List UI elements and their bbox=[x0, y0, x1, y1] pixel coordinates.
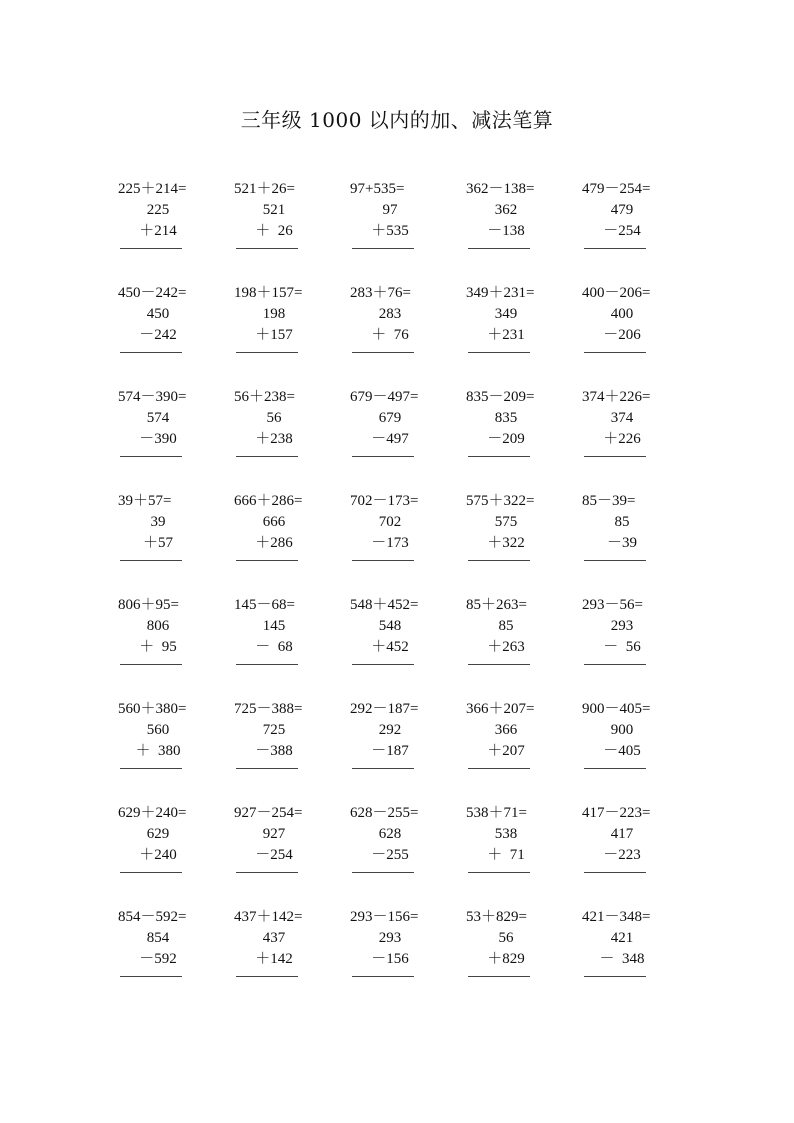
problem bbox=[110, 696, 226, 800]
vertical-operand: ＋ 380 bbox=[135, 743, 181, 759]
vertical-top-number: 417 bbox=[610, 826, 634, 842]
vertical-top-number: 56 bbox=[498, 930, 514, 946]
problem bbox=[342, 904, 458, 1008]
answer-line bbox=[352, 872, 414, 873]
problem-equation: 900－405= bbox=[582, 701, 651, 717]
problem-equation: 53＋829= bbox=[466, 909, 527, 925]
answer-line bbox=[352, 560, 414, 561]
vertical-top-number: 97 bbox=[382, 202, 398, 218]
vertical-top-number: 548 bbox=[378, 618, 402, 634]
answer-line bbox=[120, 248, 182, 249]
problem bbox=[226, 696, 342, 800]
problem-equation: 56＋238= bbox=[234, 389, 295, 405]
problem bbox=[110, 592, 226, 696]
problem bbox=[110, 488, 226, 592]
vertical-operand: ＋238 bbox=[255, 431, 293, 447]
answer-line bbox=[352, 768, 414, 769]
vertical-top-number: 725 bbox=[262, 722, 286, 738]
answer-line bbox=[468, 352, 530, 353]
vertical-operand: －255 bbox=[371, 847, 409, 863]
problem-row bbox=[110, 488, 690, 592]
vertical-operand: ＋231 bbox=[487, 327, 525, 343]
vertical-operand: ＋207 bbox=[487, 743, 525, 759]
problem-equation: 417－223= bbox=[582, 805, 651, 821]
vertical-top-number: 400 bbox=[610, 306, 634, 322]
problem-row bbox=[110, 592, 690, 696]
answer-line bbox=[352, 456, 414, 457]
problem bbox=[458, 592, 574, 696]
answer-line bbox=[120, 976, 182, 977]
vertical-operand: －209 bbox=[487, 431, 525, 447]
problem-row bbox=[110, 176, 690, 280]
problem bbox=[110, 176, 226, 280]
problem bbox=[342, 800, 458, 904]
answer-line bbox=[352, 976, 414, 977]
problem bbox=[342, 488, 458, 592]
problem-equation: 349＋231= bbox=[466, 285, 535, 301]
problem bbox=[574, 696, 690, 800]
vertical-operand: ＋286 bbox=[255, 535, 293, 551]
vertical-top-number: 679 bbox=[378, 410, 402, 426]
answer-line bbox=[120, 664, 182, 665]
vertical-top-number: 56 bbox=[266, 410, 282, 426]
problem bbox=[110, 904, 226, 1008]
vertical-top-number: 85 bbox=[614, 514, 630, 530]
vertical-top-number: 854 bbox=[146, 930, 170, 946]
answer-line bbox=[584, 456, 646, 457]
problem-equation: 575＋322= bbox=[466, 493, 535, 509]
problem-equation: 421－348= bbox=[582, 909, 651, 925]
problem-equation: 97+535= bbox=[350, 181, 405, 197]
vertical-operand: ＋452 bbox=[371, 639, 409, 655]
problem bbox=[226, 280, 342, 384]
problem-equation: 39＋57= bbox=[118, 493, 172, 509]
problem-equation: 548＋452= bbox=[350, 597, 419, 613]
problem bbox=[458, 280, 574, 384]
vertical-top-number: 900 bbox=[610, 722, 634, 738]
vertical-top-number: 927 bbox=[262, 826, 286, 842]
problem-equation: 666＋286= bbox=[234, 493, 303, 509]
answer-line bbox=[120, 768, 182, 769]
answer-line bbox=[352, 352, 414, 353]
answer-line bbox=[584, 872, 646, 873]
answer-line bbox=[352, 248, 414, 249]
vertical-top-number: 628 bbox=[378, 826, 402, 842]
vertical-operand: ＋829 bbox=[487, 951, 525, 967]
vertical-top-number: 450 bbox=[146, 306, 170, 322]
answer-line bbox=[236, 352, 298, 353]
vertical-operand: －173 bbox=[371, 535, 409, 551]
problem bbox=[574, 904, 690, 1008]
vertical-operand: ＋226 bbox=[603, 431, 641, 447]
problem-equation: 806＋95= bbox=[118, 597, 179, 613]
answer-line bbox=[120, 872, 182, 873]
answer-line bbox=[236, 872, 298, 873]
vertical-top-number: 198 bbox=[262, 306, 286, 322]
answer-line bbox=[236, 456, 298, 457]
problem bbox=[226, 800, 342, 904]
answer-line bbox=[236, 560, 298, 561]
vertical-operand: －223 bbox=[603, 847, 641, 863]
problem-equation: 292－187= bbox=[350, 701, 419, 717]
answer-line bbox=[468, 872, 530, 873]
problem-equation: 679－497= bbox=[350, 389, 419, 405]
problem bbox=[342, 176, 458, 280]
vertical-operand: ＋263 bbox=[487, 639, 525, 655]
vertical-operand: －254 bbox=[603, 223, 641, 239]
problem-equation: 366＋207= bbox=[466, 701, 535, 717]
vertical-top-number: 437 bbox=[262, 930, 286, 946]
answer-line bbox=[120, 456, 182, 457]
problem-row bbox=[110, 800, 690, 904]
problem bbox=[458, 384, 574, 488]
vertical-operand: －405 bbox=[603, 743, 641, 759]
vertical-top-number: 225 bbox=[146, 202, 170, 218]
problem-equation: 538＋71= bbox=[466, 805, 527, 821]
problem-equation: 835－209= bbox=[466, 389, 535, 405]
answer-line bbox=[236, 248, 298, 249]
problem bbox=[342, 384, 458, 488]
answer-line bbox=[584, 976, 646, 977]
vertical-operand: ＋214 bbox=[139, 223, 177, 239]
problem bbox=[342, 592, 458, 696]
problem bbox=[574, 384, 690, 488]
vertical-top-number: 85 bbox=[498, 618, 514, 634]
problem-row bbox=[110, 280, 690, 384]
problem-equation: 927－254= bbox=[234, 805, 303, 821]
problem-equation: 854－592= bbox=[118, 909, 187, 925]
problem-equation: 283＋76= bbox=[350, 285, 411, 301]
problem bbox=[226, 904, 342, 1008]
answer-line bbox=[584, 560, 646, 561]
problem-equation: 400－206= bbox=[582, 285, 651, 301]
answer-line bbox=[584, 664, 646, 665]
vertical-operand: ＋ 76 bbox=[371, 327, 409, 343]
problem-equation: 362－138= bbox=[466, 181, 535, 197]
problem bbox=[110, 800, 226, 904]
vertical-operand: － 56 bbox=[603, 639, 641, 655]
vertical-top-number: 283 bbox=[378, 306, 402, 322]
problem bbox=[574, 176, 690, 280]
vertical-operand: －388 bbox=[255, 743, 293, 759]
vertical-operand: －254 bbox=[255, 847, 293, 863]
vertical-operand: －138 bbox=[487, 223, 525, 239]
problem-equation: 293－156= bbox=[350, 909, 419, 925]
vertical-top-number: 479 bbox=[610, 202, 634, 218]
vertical-top-number: 39 bbox=[150, 514, 166, 530]
problem bbox=[458, 696, 574, 800]
vertical-top-number: 575 bbox=[494, 514, 518, 530]
problem bbox=[226, 384, 342, 488]
problem bbox=[110, 384, 226, 488]
vertical-operand: －39 bbox=[606, 535, 637, 551]
problem bbox=[574, 488, 690, 592]
answer-line bbox=[584, 768, 646, 769]
problem-equation: 225＋214= bbox=[118, 181, 187, 197]
problem bbox=[574, 592, 690, 696]
vertical-operand: －242 bbox=[139, 327, 177, 343]
problem bbox=[574, 800, 690, 904]
vertical-operand: －390 bbox=[139, 431, 177, 447]
vertical-operand: －497 bbox=[371, 431, 409, 447]
problem bbox=[458, 488, 574, 592]
problem-grid bbox=[110, 176, 690, 1008]
problem-equation: 629＋240= bbox=[118, 805, 187, 821]
problem bbox=[458, 800, 574, 904]
problem bbox=[226, 592, 342, 696]
vertical-operand: ＋142 bbox=[255, 951, 293, 967]
answer-line bbox=[468, 664, 530, 665]
problem-equation: 628－255= bbox=[350, 805, 419, 821]
vertical-operand: ＋240 bbox=[139, 847, 177, 863]
vertical-top-number: 560 bbox=[146, 722, 170, 738]
problem-equation: 725－388= bbox=[234, 701, 303, 717]
vertical-operand: － 68 bbox=[255, 639, 293, 655]
problem bbox=[458, 904, 574, 1008]
vertical-top-number: 521 bbox=[262, 202, 286, 218]
answer-line bbox=[584, 248, 646, 249]
problem bbox=[574, 280, 690, 384]
vertical-top-number: 629 bbox=[146, 826, 170, 842]
problem-equation: 293－56= bbox=[582, 597, 643, 613]
answer-line bbox=[468, 560, 530, 561]
problem bbox=[226, 176, 342, 280]
answer-line bbox=[584, 352, 646, 353]
vertical-operand: －592 bbox=[139, 951, 177, 967]
answer-line bbox=[236, 664, 298, 665]
problem-equation: 437＋142= bbox=[234, 909, 303, 925]
answer-line bbox=[236, 976, 298, 977]
problem bbox=[342, 280, 458, 384]
vertical-top-number: 145 bbox=[262, 618, 286, 634]
answer-line bbox=[468, 768, 530, 769]
vertical-operand: ＋ 26 bbox=[255, 223, 293, 239]
problem-equation: 145－68= bbox=[234, 597, 295, 613]
vertical-operand: －206 bbox=[603, 327, 641, 343]
vertical-operand: ＋322 bbox=[487, 535, 525, 551]
problem-equation: 560＋380= bbox=[118, 701, 187, 717]
problem-equation: 85－39= bbox=[582, 493, 636, 509]
vertical-top-number: 293 bbox=[378, 930, 402, 946]
problem bbox=[110, 280, 226, 384]
answer-line bbox=[120, 560, 182, 561]
problem-equation: 374＋226= bbox=[582, 389, 651, 405]
vertical-top-number: 421 bbox=[610, 930, 634, 946]
problem-equation: 521＋26= bbox=[234, 181, 295, 197]
problem-equation: 479－254= bbox=[582, 181, 651, 197]
problem-equation: 85＋263= bbox=[466, 597, 527, 613]
answer-line bbox=[236, 768, 298, 769]
vertical-top-number: 574 bbox=[146, 410, 170, 426]
problem bbox=[342, 696, 458, 800]
answer-line bbox=[468, 976, 530, 977]
answer-line bbox=[468, 248, 530, 249]
vertical-operand: ＋157 bbox=[255, 327, 293, 343]
vertical-operand: －156 bbox=[371, 951, 409, 967]
problem-equation: 198＋157= bbox=[234, 285, 303, 301]
problem-row bbox=[110, 384, 690, 488]
page-title: 三年级 1000 以内的加、减法笔算 bbox=[240, 108, 554, 132]
vertical-top-number: 292 bbox=[378, 722, 402, 738]
answer-line bbox=[468, 456, 530, 457]
vertical-top-number: 702 bbox=[378, 514, 402, 530]
vertical-operand: ＋ 95 bbox=[139, 639, 177, 655]
vertical-top-number: 293 bbox=[610, 618, 634, 634]
answer-line bbox=[352, 664, 414, 665]
problem-equation: 574－390= bbox=[118, 389, 187, 405]
problem-row bbox=[110, 696, 690, 800]
vertical-top-number: 806 bbox=[146, 618, 170, 634]
vertical-operand: ＋ 71 bbox=[487, 847, 525, 863]
problem-equation: 702－173= bbox=[350, 493, 419, 509]
problem-equation: 450－242= bbox=[118, 285, 187, 301]
vertical-operand: ＋535 bbox=[371, 223, 409, 239]
vertical-top-number: 835 bbox=[494, 410, 518, 426]
vertical-operand: ＋57 bbox=[142, 535, 173, 551]
problem-row bbox=[110, 904, 690, 1008]
answer-line bbox=[120, 352, 182, 353]
vertical-top-number: 349 bbox=[494, 306, 518, 322]
vertical-top-number: 666 bbox=[262, 514, 286, 530]
vertical-top-number: 366 bbox=[494, 722, 518, 738]
vertical-top-number: 538 bbox=[494, 826, 518, 842]
vertical-operand: －187 bbox=[371, 743, 409, 759]
problem bbox=[226, 488, 342, 592]
vertical-top-number: 374 bbox=[610, 410, 634, 426]
vertical-operand: － 348 bbox=[599, 951, 645, 967]
problem bbox=[458, 176, 574, 280]
vertical-top-number: 362 bbox=[494, 202, 518, 218]
